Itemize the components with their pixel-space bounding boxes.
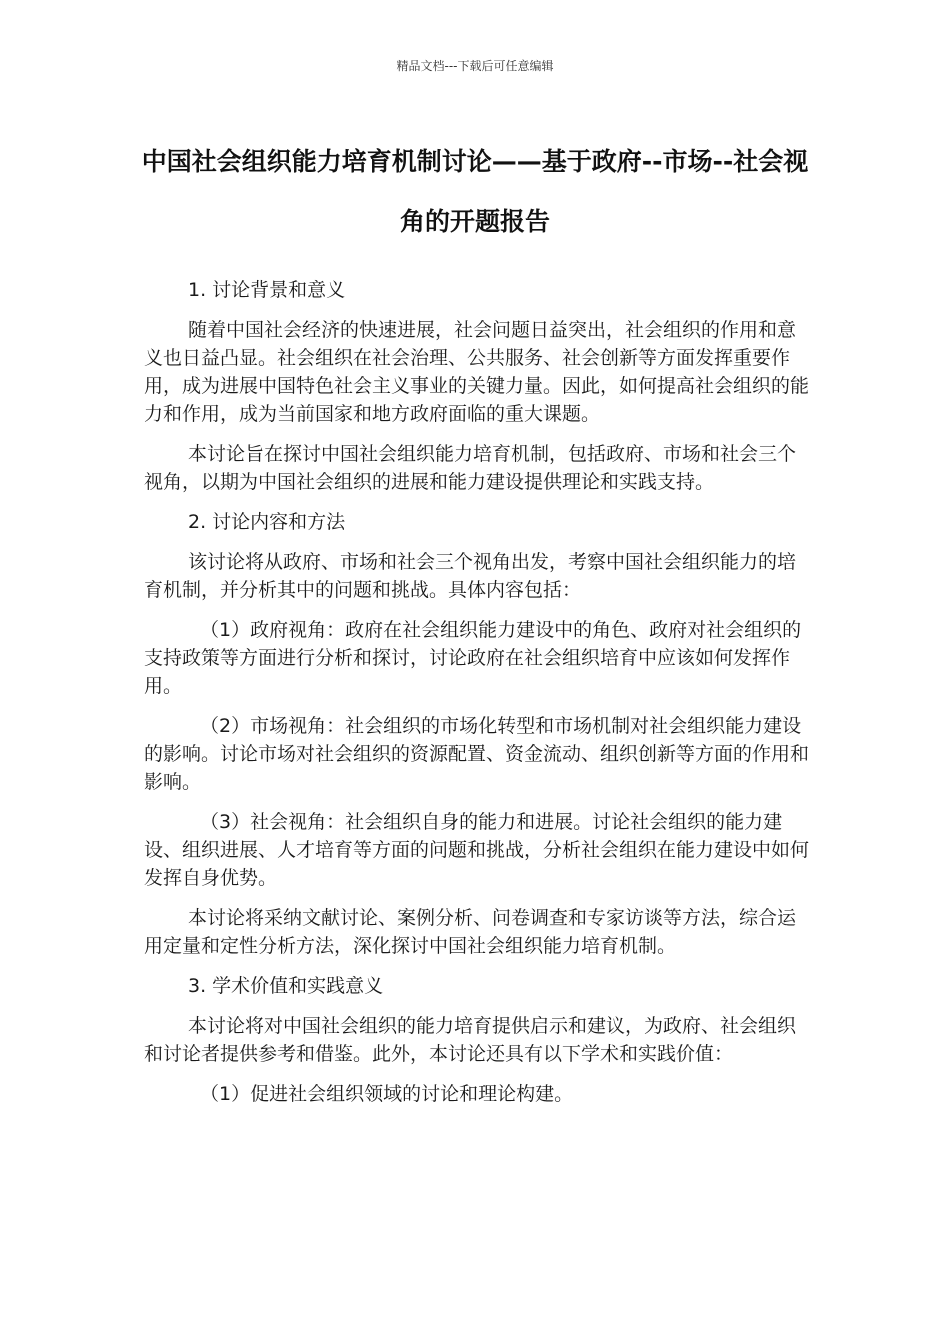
paragraph: 本讨论将对中国社会组织的能力培育提供启示和建议，为政府、社会组织和讨论者提供参考和借鉴。此外，本讨论还具有以下学术和实践价值：: [144, 1015, 797, 1065]
paragraph: 本讨论旨在探讨中国社会组织能力培育机制，包括政府、市场和社会三个视角，以期为中国社会组织的进展和能力建设提供理论和实践支持。: [144, 443, 797, 493]
list-item: （3）社会视角：社会组织自身的能力和进展。讨论社会组织的能力建设、组织进展、人才培育等方面的问题和挑战，分析社会组织在能力建设中如何发挥自身优势。: [144, 811, 810, 889]
paragraph: 本讨论将采纳文献讨论、案例分析、问卷调查和专家访谈等方法，综合运用定量和定性分析方法，深化探讨中国社会组织能力培育机制。: [144, 907, 797, 957]
document-body: [144, 276, 809, 1120]
list-item: （1）政府视角：政府在社会组织能力建设中的角色、政府对社会组织的支持政策等方面进行分析和探讨，讨论政府在社会组织培育中应该如何发挥作用。: [144, 619, 802, 697]
section-heading-3: 3. 学术价值和实践意义: [188, 975, 384, 997]
paragraph: 该讨论将从政府、市场和社会三个视角出发，考察中国社会组织能力的培育机制，并分析其中的问题和挑战。具体内容包括：: [144, 551, 797, 601]
section-heading-2: 2. 讨论内容和方法: [188, 511, 346, 533]
list-item: （2）市场视角：社会组织的市场化转型和市场机制对社会组织能力建设的影响。讨论市场对社会组织的资源配置、资金流动、组织创新等方面的作用和影响。: [144, 715, 810, 793]
document-title: 中国社会组织能力培育机制讨论——基于政府--市场--社会视角的开题报告: [141, 147, 809, 236]
paragraph: 随着中国社会经济的快速进展，社会问题日益突出，社会组织的作用和意义也日益凸显。社会组织在社会治理、公共服务、社会创新等方面发挥重要作用，成为进展中国特色社会主义事业的关键力量。因此，如何提高社会组织的能力和作用，成为当前国家和地方政府面临的重大课题。: [144, 319, 810, 425]
list-item: （1）促进社会组织领域的讨论和理论构建。: [200, 1083, 574, 1105]
section-heading-1: 1. 讨论背景和意义: [188, 279, 346, 301]
page-header: 精品文档---下载后可任意编辑: [396, 59, 554, 73]
